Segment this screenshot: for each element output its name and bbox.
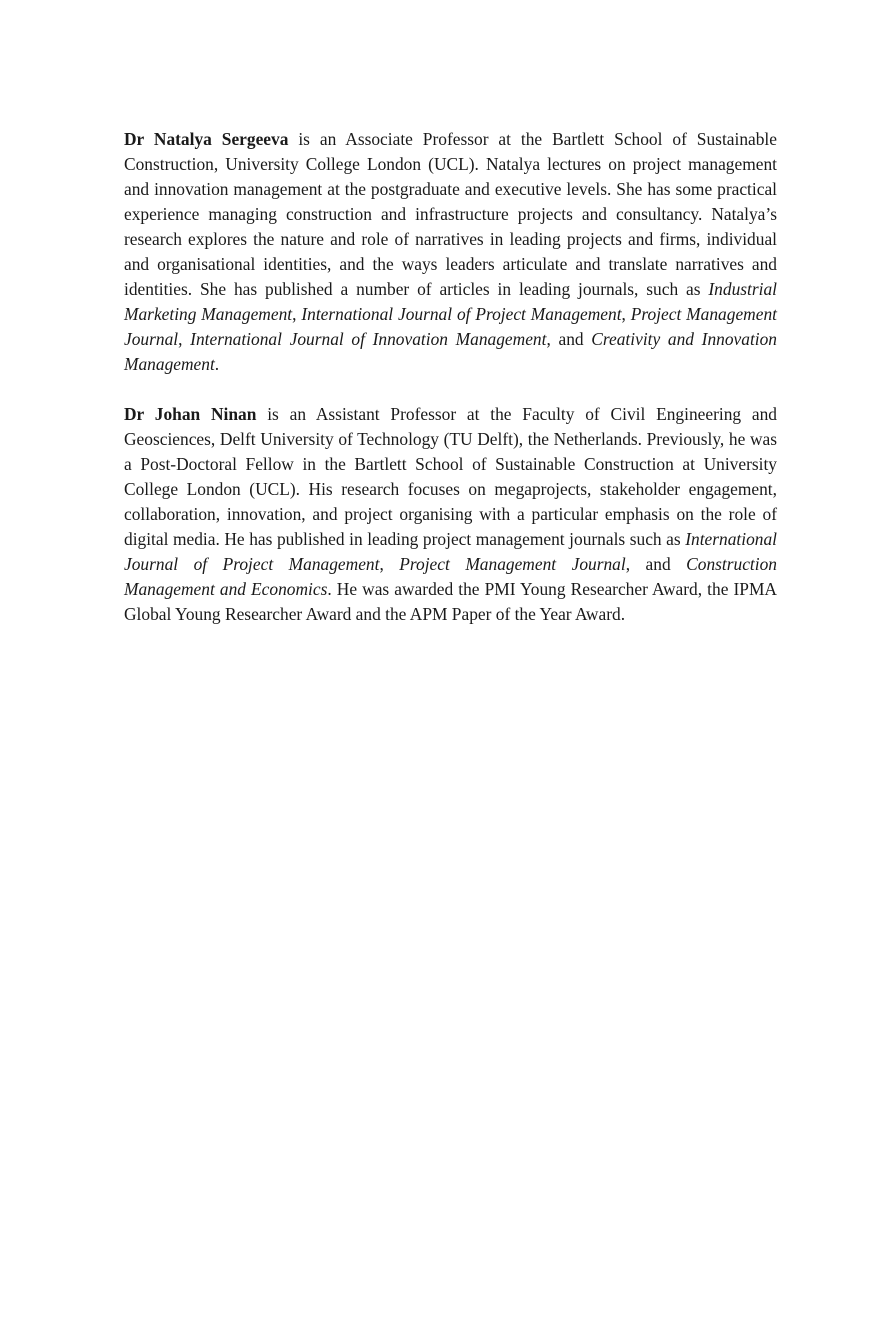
bio-text: . (214, 354, 220, 374)
bio-text: is an Assistant Professor at the Faculty of Civil Engineering and Geosciences, Delft University of Technology (TU Delft), the Netherlands. Previously, he was a Post-Doctoral Fellow in the Bartlett School of Sustainable Construction at University College London (UCL). His research focuses on megaprojects, stakeholder engagement, collaboration, innovation, and project organising with a particular emphasis on the role of digital media. He has published in leading project management journals such as (124, 404, 777, 549)
author-bio-paragraph (124, 127, 777, 377)
journal-title: Project Management Journal (399, 554, 626, 574)
author-name: Dr Johan Ninan (124, 404, 257, 424)
bio-text: , (379, 554, 400, 574)
journal-title: Construction Management and Economics (124, 554, 777, 599)
author-bios (124, 127, 777, 652)
bio-text: , (178, 329, 191, 349)
journal-title: International Journal of Project Management (301, 304, 622, 324)
bio-text: , (621, 304, 631, 324)
bio-text: is an Associate Professor at the Bartlett School of Sustainable Construction, University College London (UCL). Natalya lectures on project management and innovation management at the postgraduate and executive levels. She has some practical experience managing construction and infrastructure projects and consultancy. Natalya’s research explores the nature and role of narratives in leading projects and firms, individual and organisational identities, and the ways leaders articulate and translate narratives and identities. She has published a number of articles in leading journals, such as (124, 129, 777, 299)
journal-title: International Journal of Innovation Management (190, 329, 547, 349)
bio-text: , (292, 304, 302, 324)
journal-title: Creativity and Innovation Management (124, 329, 778, 374)
author-bio-paragraph (124, 402, 777, 627)
journal-title: Project Management Journal (124, 304, 777, 349)
bio-text: , and (546, 329, 592, 349)
author-name: Dr Natalya Sergeeva (124, 129, 289, 149)
bio-text: . He was awarded the PMI Young Researcher Award, the IPMA Global Young Researcher Award and the APM Paper of the Year Award. (124, 579, 777, 624)
journal-title: International Journal of Project Management (124, 529, 777, 574)
bio-text: , and (625, 554, 687, 574)
journal-title: Industrial Marketing Management (124, 279, 777, 324)
